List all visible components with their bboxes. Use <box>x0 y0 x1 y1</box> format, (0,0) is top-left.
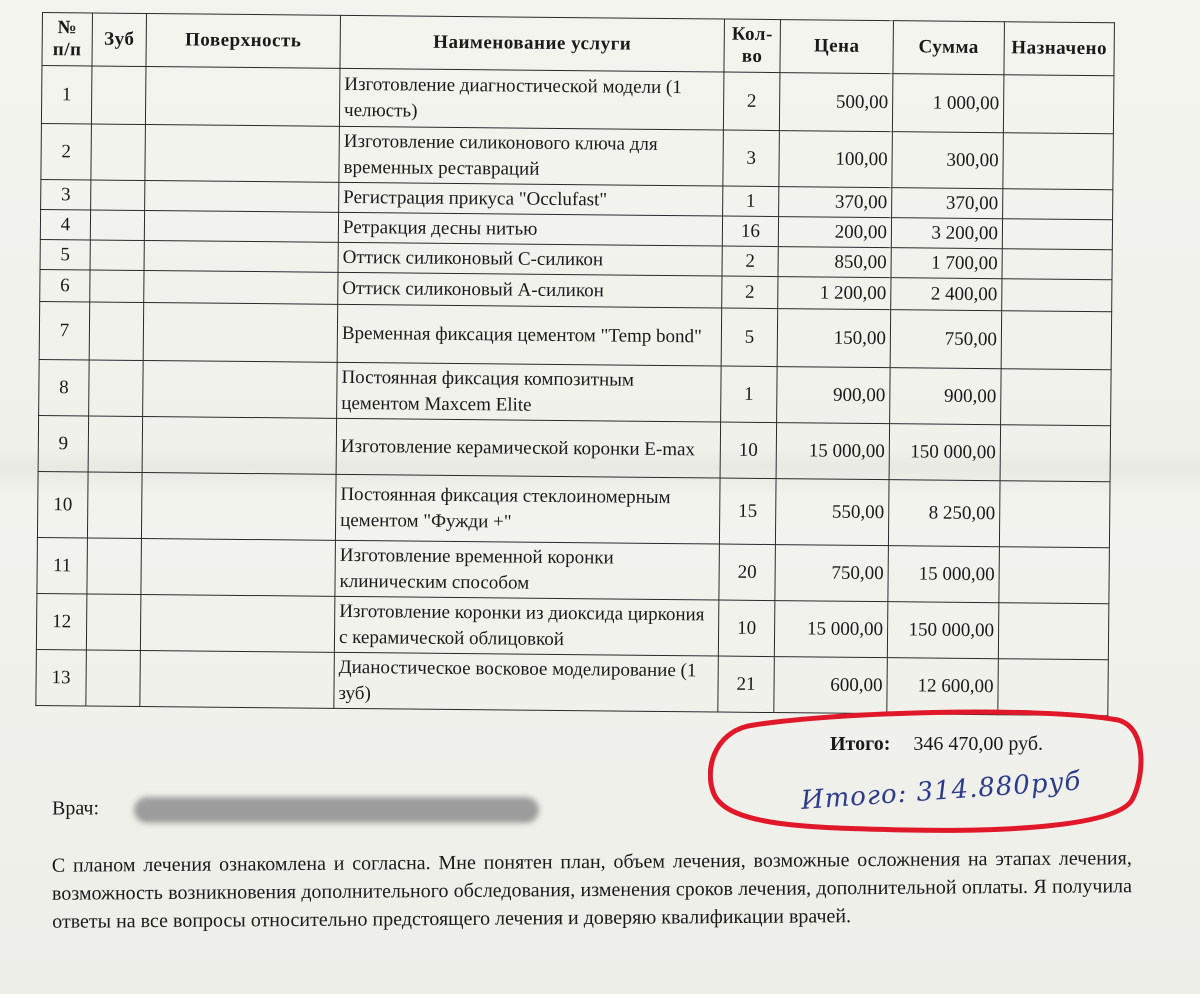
row-number: 5 <box>40 239 90 269</box>
row-surface <box>144 270 338 304</box>
row-assigned <box>1003 189 1113 220</box>
header-name: Наименование услуги <box>340 15 724 72</box>
row-quantity: 1 <box>721 366 778 423</box>
row-sum: 12 600,00 <box>887 658 999 715</box>
row-sum: 900,00 <box>890 368 1002 425</box>
header-price: Цена <box>780 20 894 74</box>
row-price: 600,00 <box>774 657 888 714</box>
row-quantity: 15 <box>719 478 776 545</box>
row-tooth <box>86 594 141 651</box>
row-sum: 750,00 <box>890 310 1002 369</box>
header-surface: Поверхность <box>146 14 340 69</box>
row-price: 150,00 <box>777 309 891 368</box>
header-qty: Кол-во <box>724 19 781 73</box>
row-price: 15 000,00 <box>774 601 888 658</box>
row-surface <box>140 650 335 708</box>
header-num: № п/п <box>42 13 93 66</box>
row-sum: 1 700,00 <box>891 248 1002 279</box>
row-price: 1 200,00 <box>778 277 891 310</box>
row-surface <box>144 210 338 242</box>
row-quantity: 3 <box>723 130 780 187</box>
handwritten-total: Итого: 314.880руб <box>800 766 1083 816</box>
row-price: 370,00 <box>779 187 892 218</box>
services-table <box>35 12 1115 716</box>
row-tooth <box>90 210 144 241</box>
row-number: 2 <box>41 123 92 179</box>
header-sum: Сумма <box>893 21 1005 75</box>
row-service-name: Изготовление коронки из диоксида циркония с керамической облицовкой <box>334 596 719 656</box>
row-price: 750,00 <box>775 545 889 602</box>
row-service-name: Изготовление силиконового ключа для временных реставраций <box>339 126 724 186</box>
row-assigned <box>1002 279 1112 312</box>
row-service-name: Изготовление диагностической модели (1 челюсть) <box>339 68 724 130</box>
total-value: 346 470,00 руб. <box>913 733 1044 755</box>
row-assigned <box>1002 249 1112 280</box>
row-tooth <box>90 240 144 271</box>
row-sum: 3 200,00 <box>891 218 1002 249</box>
row-assigned <box>999 481 1110 548</box>
row-surface <box>140 594 335 652</box>
row-tooth <box>91 66 146 125</box>
row-assigned <box>999 547 1110 604</box>
row-price: 15 000,00 <box>776 423 890 480</box>
row-surface <box>141 472 336 540</box>
row-quantity: 21 <box>718 656 775 713</box>
row-surface <box>144 240 338 272</box>
row-assigned <box>1003 75 1114 134</box>
header-assigned: Назначено <box>1004 22 1115 76</box>
row-surface <box>145 180 339 212</box>
row-price: 900,00 <box>777 367 891 424</box>
row-tooth <box>88 416 143 473</box>
row-quantity: 2 <box>722 246 778 277</box>
row-sum: 150 000,00 <box>887 602 999 659</box>
row-tooth <box>89 360 144 417</box>
row-service-name: Ретракция десны нитью <box>338 212 722 246</box>
row-tooth <box>87 472 142 539</box>
row-sum: 370,00 <box>892 188 1003 219</box>
doctor-label: Врач: <box>52 797 100 820</box>
row-service-name: Оттиск силиконовый С-силикон <box>338 242 722 276</box>
row-tooth <box>87 538 142 595</box>
row-quantity: 1 <box>723 186 779 217</box>
row-sum: 1 000,00 <box>892 74 1004 133</box>
doctor-line <box>52 797 539 823</box>
row-number: 3 <box>41 179 91 209</box>
row-number: 13 <box>36 649 87 705</box>
total-line <box>830 733 1043 756</box>
row-sum: 300,00 <box>892 132 1004 189</box>
row-assigned <box>1001 311 1112 370</box>
row-price: 850,00 <box>778 247 891 278</box>
row-sum: 2 400,00 <box>891 278 1002 311</box>
row-quantity: 2 <box>723 72 780 131</box>
row-surface <box>142 416 337 474</box>
row-quantity: 2 <box>722 276 778 309</box>
row-quantity: 5 <box>721 308 778 367</box>
header-tooth: Зуб <box>92 13 147 67</box>
row-tooth <box>89 302 144 361</box>
row-price: 500,00 <box>779 73 893 132</box>
table-row <box>37 471 1110 547</box>
row-service-name: Изготовление временной коронки клиническим способом <box>335 540 720 600</box>
row-price: 550,00 <box>775 479 889 546</box>
total-label: Итого: <box>830 733 891 755</box>
redacted-doctor-name <box>134 797 539 823</box>
row-tooth <box>91 124 146 181</box>
row-quantity: 10 <box>718 600 775 657</box>
row-service-name: Постоянная фиксация стеклоиномерным цементом "Фужди +" <box>335 474 720 544</box>
row-tooth <box>86 650 141 707</box>
row-service-name: Временная фиксация цементом "Temp bond" <box>337 304 722 366</box>
table-row <box>38 415 1110 481</box>
row-number: 4 <box>40 209 90 239</box>
table-row <box>36 649 1108 715</box>
row-service-name: Изготовление керамической коронки E-max <box>336 418 721 478</box>
row-number: 10 <box>37 471 88 537</box>
row-quantity: 10 <box>720 422 777 479</box>
row-service-name: Постоянная фиксация композитным цементом Maxcem Elite <box>337 362 722 422</box>
row-assigned <box>1002 219 1112 250</box>
row-service-name: Дианостическое восковое моделирование (1 зуб) <box>334 652 719 712</box>
row-price: 100,00 <box>779 131 893 188</box>
row-number: 7 <box>39 301 90 359</box>
row-service-name: Регистрация прикуса "Occlufast" <box>339 182 723 216</box>
row-number: 1 <box>41 66 92 124</box>
row-number: 11 <box>37 537 88 593</box>
row-service-name: Оттиск силиконовый А-силикон <box>338 272 722 308</box>
table-row <box>36 593 1108 659</box>
row-number: 12 <box>36 593 87 649</box>
row-price: 200,00 <box>778 217 891 248</box>
row-assigned <box>1000 425 1111 482</box>
row-tooth <box>90 270 144 303</box>
table-row <box>41 66 1114 134</box>
row-sum: 8 250,00 <box>888 480 1000 547</box>
row-tooth <box>91 180 145 211</box>
row-sum: 150 000,00 <box>889 424 1001 481</box>
table-row <box>41 123 1113 189</box>
row-surface <box>145 124 340 182</box>
table-row <box>39 359 1111 425</box>
table-row <box>39 301 1112 369</box>
row-assigned <box>1001 369 1112 426</box>
row-surface <box>145 67 340 127</box>
table-body <box>36 66 1114 716</box>
row-surface <box>143 360 338 418</box>
row-assigned <box>1003 133 1114 190</box>
consent-paragraph: С планом лечения ознакомлена и согласна. Мне понятен план, объем лечения, возможные осложнения на этапах лечения, возможность возникновения дополнительного обследования, изменения сроков лечения, дополнительной оплаты. Я получила ответы на все вопросы относительно предстоящего лечения и доверяю квалификации врачей. <box>51 847 1133 933</box>
row-assigned <box>998 603 1109 660</box>
table-row <box>37 537 1109 603</box>
row-number: 8 <box>39 359 90 415</box>
row-quantity: 16 <box>722 216 778 247</box>
row-number: 9 <box>38 415 89 471</box>
row-number: 6 <box>40 269 90 301</box>
row-quantity: 20 <box>719 544 776 601</box>
row-surface <box>141 538 336 596</box>
row-sum: 15 000,00 <box>888 546 1000 603</box>
row-surface <box>143 302 338 362</box>
